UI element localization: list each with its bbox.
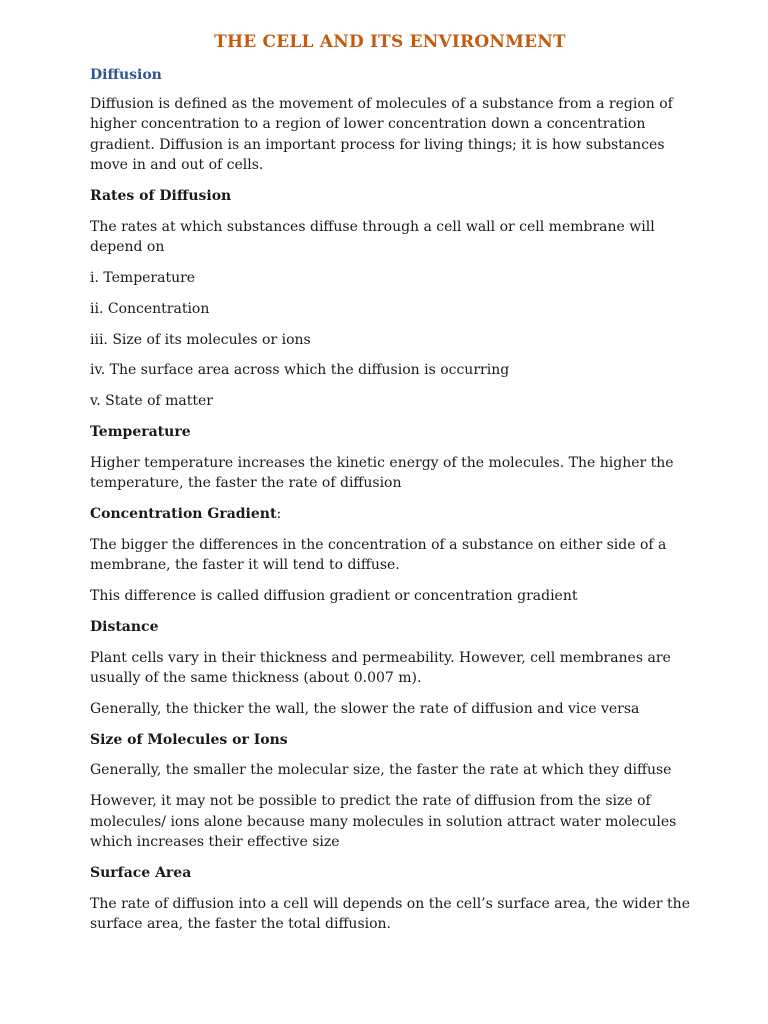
- concentration-paragraph-1: The bigger the differences in the concentration of a substance on either side of a membrane, the faster it will tend to diffuse.: [90, 536, 667, 574]
- section-heading-diffusion: Diffusion: [90, 67, 162, 83]
- intro-paragraph: Diffusion is defined as the movement of molecules of a substance from a region of higher concentration to a region of lower concentration down a concentration gradient. Diffusion is an important process for living things; it is how substances move in and out of cells.: [90, 96, 673, 174]
- document-title: THE CELL AND ITS ENVIRONMENT: [214, 32, 566, 52]
- size-paragraph-1: Generally, the smaller the molecular size, the faster the rate at which they diffuse: [90, 762, 672, 779]
- heading-concentration-gradient-text: Concentration Gradient: [90, 506, 277, 522]
- heading-size-of-molecules: Size of Molecules or Ions: [90, 731, 288, 748]
- factor-item: iv. The surface area across which the diffusion is occurring: [90, 362, 510, 379]
- heading-colon: :: [276, 506, 282, 522]
- heading-temperature: Temperature: [90, 424, 191, 440]
- size-paragraph-2: However, it may not be possible to predict the rate of diffusion from the size of molecules/ ions alone because many molecules in solution attract water molecules which increases their effective size: [90, 793, 677, 850]
- distance-paragraph-1: Plant cells vary in their thickness and permeability. However, cell membranes are usually of the same thickness (about 0.007 m).: [90, 649, 671, 686]
- heading-concentration-gradient: [90, 504, 690, 524]
- factor-item: iii. Size of its molecules or ions: [90, 331, 311, 348]
- document-page: [90, 30, 690, 945]
- distance-paragraph-2: Generally, the thicker the wall, the slower the rate of diffusion and vice versa: [90, 700, 640, 717]
- factor-item: v. State of matter: [90, 393, 213, 410]
- heading-surface-area: Surface Area: [90, 864, 192, 881]
- temperature-paragraph: Higher temperature increases the kinetic energy of the molecules. The higher the temperature, the faster the rate of diffusion: [90, 454, 674, 492]
- concentration-paragraph-2: This difference is called diffusion gradient or concentration gradient: [90, 588, 578, 604]
- rates-paragraph: The rates at which substances diffuse through a cell wall or cell membrane will depend on: [90, 218, 655, 256]
- factor-item: ii. Concentration: [90, 300, 210, 317]
- heading-rates-of-diffusion: Rates of Diffusion: [90, 188, 232, 205]
- surface-paragraph: The rate of diffusion into a cell will depends on the cell’s surface area, the wider the surface area, the faster the total diffusion.: [90, 895, 690, 932]
- factor-item: i. Temperature: [90, 270, 196, 287]
- heading-distance: Distance: [90, 618, 159, 635]
